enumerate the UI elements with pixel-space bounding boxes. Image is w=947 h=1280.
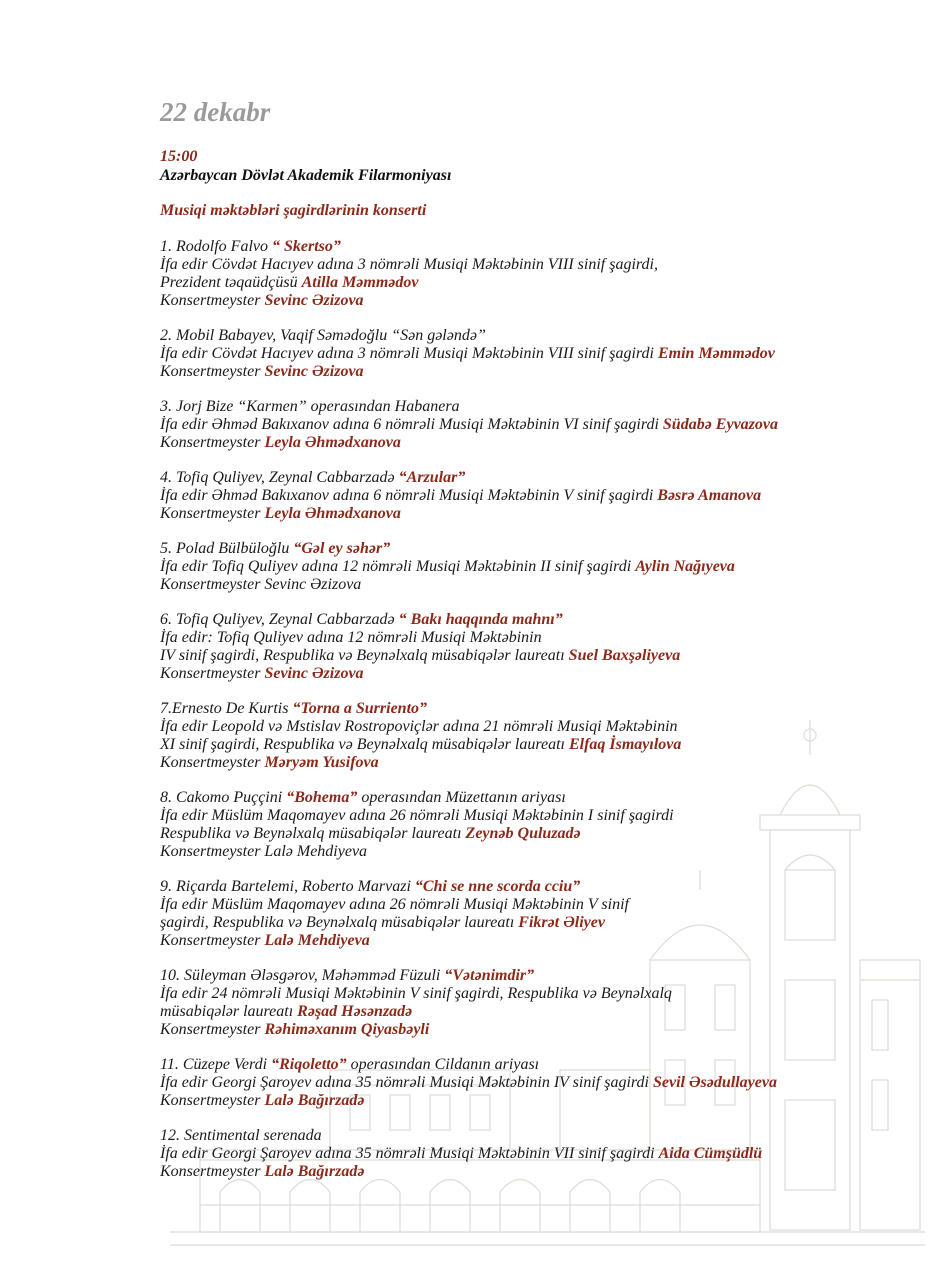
program-text: İfa edir Müslüm Maqomayev adına 26 nömrəli Musiqi Məktəbinin V sinif	[160, 896, 629, 913]
event-date: 22 dekabr	[160, 97, 271, 127]
program-item	[160, 789, 900, 861]
program-line	[160, 363, 900, 381]
highlight-text: Məryəm Yusifova	[264, 754, 379, 771]
program-text: 4. Tofiq Quliyev, Zeynal Cabbarzadə	[160, 469, 399, 486]
program-line	[160, 807, 900, 825]
program-line	[160, 1145, 900, 1163]
highlight-text: Sevinc Əzizova	[264, 292, 364, 309]
program-text: 7.Ernesto De Kurtis	[160, 700, 293, 717]
program-line	[160, 1074, 900, 1092]
program-text: İfa edir Müslüm Maqomayev adına 26 nömrəli Musiqi Məktəbinin I sinif şagirdi	[160, 807, 674, 824]
program-line	[160, 238, 900, 256]
highlight-text: Rəhiməxanım Qiyasbəyli	[264, 1021, 430, 1038]
program-text: operasından Cildanın ariyası	[346, 1056, 540, 1073]
concert-title: Musiqi məktəbləri şagirdlərinin konserti	[160, 202, 427, 219]
program-text: Konsertmeyster	[160, 434, 265, 451]
program-line	[160, 487, 900, 505]
program-line	[160, 327, 900, 345]
highlight-text: Suel Baxşəliyeva	[568, 647, 681, 664]
program-text: Konsertmeyster	[160, 665, 265, 682]
program-line	[160, 914, 900, 932]
event-time: 15:00	[160, 148, 198, 165]
highlight-text: “Vətənimdir”	[444, 967, 535, 984]
program-item	[160, 967, 900, 1039]
program-text: İfa edir 24 nömrəli Musiqi Məktəbinin V sinif şagirdi, Respublika və Beynəlxalq	[160, 985, 672, 1002]
program-line	[160, 1021, 900, 1039]
program-text: IV sinif şagirdi, Respublika və Beynəlxalq müsabiqələr laureatı	[160, 647, 569, 664]
program-text: Respublika və Beynəlxalq müsabiqələr laureatı	[160, 825, 466, 842]
highlight-text: “ Skertso”	[271, 238, 341, 255]
program-list	[160, 238, 900, 1181]
program-item	[160, 878, 900, 950]
program-text: İfa edir Cövdət Hacıyev adına 3 nömrəli Musiqi Məktəbinin VIII sinif şagirdi	[160, 345, 658, 362]
program-item	[160, 700, 900, 772]
program-text: şagirdi, Respublika və Beynəlxalq müsabiqələr laureatı	[160, 914, 519, 931]
highlight-text: “Riqoletto”	[271, 1056, 347, 1073]
program-item	[160, 398, 900, 452]
highlight-text: Elfaq İsmayılova	[568, 736, 682, 753]
highlight-text: Südabə Eyvazova	[662, 416, 778, 433]
program-text: İfa edir: Tofiq Quliyev adına 12 nömrəli Musiqi Məktəbinin	[160, 629, 542, 646]
program-text: İfa edir Georgi Şaroyev adına 35 nömrəli Musiqi Məktəbinin IV sinif şagirdi	[160, 1074, 653, 1091]
program-line	[160, 789, 900, 807]
highlight-text: Lalə Bağırzadə	[264, 1163, 365, 1180]
program-text: 2. Mobil Babayev, Vaqif Səmədoğlu “Sən gələndə”	[160, 327, 486, 344]
program-line	[160, 576, 900, 594]
program-text: İfa edir Leopold və Mstislav Rostropoviçlər adına 21 nömrəli Musiqi Məktəbinin	[160, 718, 678, 735]
program-item	[160, 469, 900, 523]
program-text: Konsertmeyster	[160, 505, 265, 522]
program-line	[160, 558, 900, 576]
highlight-text: Leyla Əhmədxanova	[264, 505, 401, 522]
program-item	[160, 611, 900, 683]
program-line	[160, 647, 900, 665]
program-text: 11. Cüzepe Verdi	[160, 1056, 272, 1073]
program-line	[160, 469, 900, 487]
program-text: 6. Tofiq Quliyev, Zeynal Cabbarzadə	[160, 611, 399, 628]
program-item	[160, 327, 900, 381]
highlight-text: “Arzular”	[398, 469, 466, 486]
highlight-text: “Bohema”	[286, 789, 358, 806]
program-text: İfa edir Əhməd Bakıxanov adına 6 nömrəli Musiqi Məktəbinin VI sinif şagirdi	[160, 416, 663, 433]
highlight-text: Lalə Mehdiyeva	[264, 932, 370, 949]
program-text: 1. Rodolfo Falvo	[160, 238, 272, 255]
program-text: 3. Jorj Bize “Karmen” operasından Habanera	[160, 398, 460, 415]
program-text: 5. Polad Bülbüloğlu	[160, 540, 294, 557]
highlight-text: “Chi se nne scorda cciu”	[414, 878, 581, 895]
highlight-text: Lalə Bağırzadə	[264, 1092, 365, 1109]
program-line	[160, 665, 900, 683]
program-line	[160, 505, 900, 523]
program-line	[160, 1056, 900, 1074]
highlight-text: “ Bakı haqqında mahnı”	[398, 611, 563, 628]
program-text: 10. Süleyman Ələsgərov, Məhəmməd Füzuli	[160, 967, 445, 984]
program-line	[160, 345, 900, 363]
program-line	[160, 540, 900, 558]
program-line	[160, 985, 900, 1003]
program-line	[160, 398, 900, 416]
program-text: 8. Cakomo Puççini	[160, 789, 287, 806]
program-item	[160, 540, 900, 594]
program-line	[160, 896, 900, 914]
highlight-text: Zeynəb Quluzadə	[465, 825, 581, 842]
program-line	[160, 736, 900, 754]
program-text: Konsertmeyster	[160, 754, 265, 771]
highlight-text: Emin Məmmədov	[657, 345, 775, 362]
program-text: Konsertmeyster	[160, 292, 265, 309]
program-text: müsabiqələr laureatı	[160, 1003, 298, 1020]
program-line	[160, 1092, 900, 1110]
program-line	[160, 416, 900, 434]
program-line	[160, 274, 900, 292]
highlight-text: Bəsrə Amanova	[657, 487, 762, 504]
program-text: Konsertmeyster Sevinc Əzizova	[160, 576, 362, 593]
highlight-text: “Torna a Surriento”	[292, 700, 428, 717]
program-text: Konsertmeyster	[160, 932, 265, 949]
program-page	[160, 96, 900, 1198]
program-item	[160, 238, 900, 310]
program-line	[160, 878, 900, 896]
highlight-text: Sevinc Əzizova	[264, 665, 364, 682]
program-line	[160, 932, 900, 950]
program-line	[160, 718, 900, 736]
program-item	[160, 1056, 900, 1110]
program-line	[160, 1127, 900, 1145]
program-line	[160, 825, 900, 843]
program-line	[160, 292, 900, 310]
program-text: İfa edir Tofiq Quliyev adına 12 nömrəli Musiqi Məktəbinin II sinif şagirdi	[160, 558, 636, 575]
program-text: 12. Sentimental serenada	[160, 1127, 322, 1144]
highlight-text: Sevil Əsədullayeva	[652, 1074, 777, 1091]
program-text: operasından Müzettanın ariyası	[357, 789, 566, 806]
program-line	[160, 1163, 900, 1181]
program-line	[160, 967, 900, 985]
program-text: Prezident təqaüdçüsü	[160, 274, 302, 291]
program-line	[160, 1003, 900, 1021]
highlight-text: Rəşad Həsənzadə	[297, 1003, 413, 1020]
highlight-text: Sevinc Əzizova	[264, 363, 364, 380]
program-text: 9. Riçarda Bartelemi, Roberto Marvazi	[160, 878, 415, 895]
program-text: Konsertmeyster	[160, 1163, 265, 1180]
highlight-text: Atilla Məmmədov	[301, 274, 419, 291]
program-line	[160, 434, 900, 452]
program-line	[160, 700, 900, 718]
program-text: Konsertmeyster	[160, 1021, 265, 1038]
highlight-text: Aylin Nağıyeva	[635, 558, 735, 575]
program-line	[160, 256, 900, 274]
program-text: Konsertmeyster	[160, 1092, 265, 1109]
program-text: XI sinif şagirdi, Respublika və Beynəlxalq müsabiqələr laureatı	[160, 736, 569, 753]
program-text: Konsertmeyster	[160, 363, 265, 380]
event-venue: Azərbaycan Dövlət Akademik Filarmoniyası	[160, 167, 452, 184]
highlight-text: “Gəl ey səhər”	[293, 540, 391, 557]
program-text: Konsertmeyster Lalə Mehdiyeva	[160, 843, 368, 860]
program-line	[160, 629, 900, 647]
program-text: İfa edir Cövdət Hacıyev adına 3 nömrəli Musiqi Məktəbinin VIII sinif şagirdi,	[160, 256, 658, 273]
program-text: İfa edir Georgi Şaroyev adına 35 nömrəli Musiqi Məktəbinin VII sinif şagirdi	[160, 1145, 659, 1162]
highlight-text: Fikrət Əliyev	[518, 914, 605, 931]
program-line	[160, 754, 900, 772]
program-item	[160, 1127, 900, 1181]
program-line	[160, 843, 900, 861]
highlight-text: Aida Cümşüdlü	[658, 1145, 763, 1162]
highlight-text: Leyla Əhmədxanova	[264, 434, 401, 451]
program-line	[160, 611, 900, 629]
program-text: İfa edir Əhməd Bakıxanov adına 6 nömrəli Musiqi Məktəbinin V sinif şagirdi	[160, 487, 658, 504]
